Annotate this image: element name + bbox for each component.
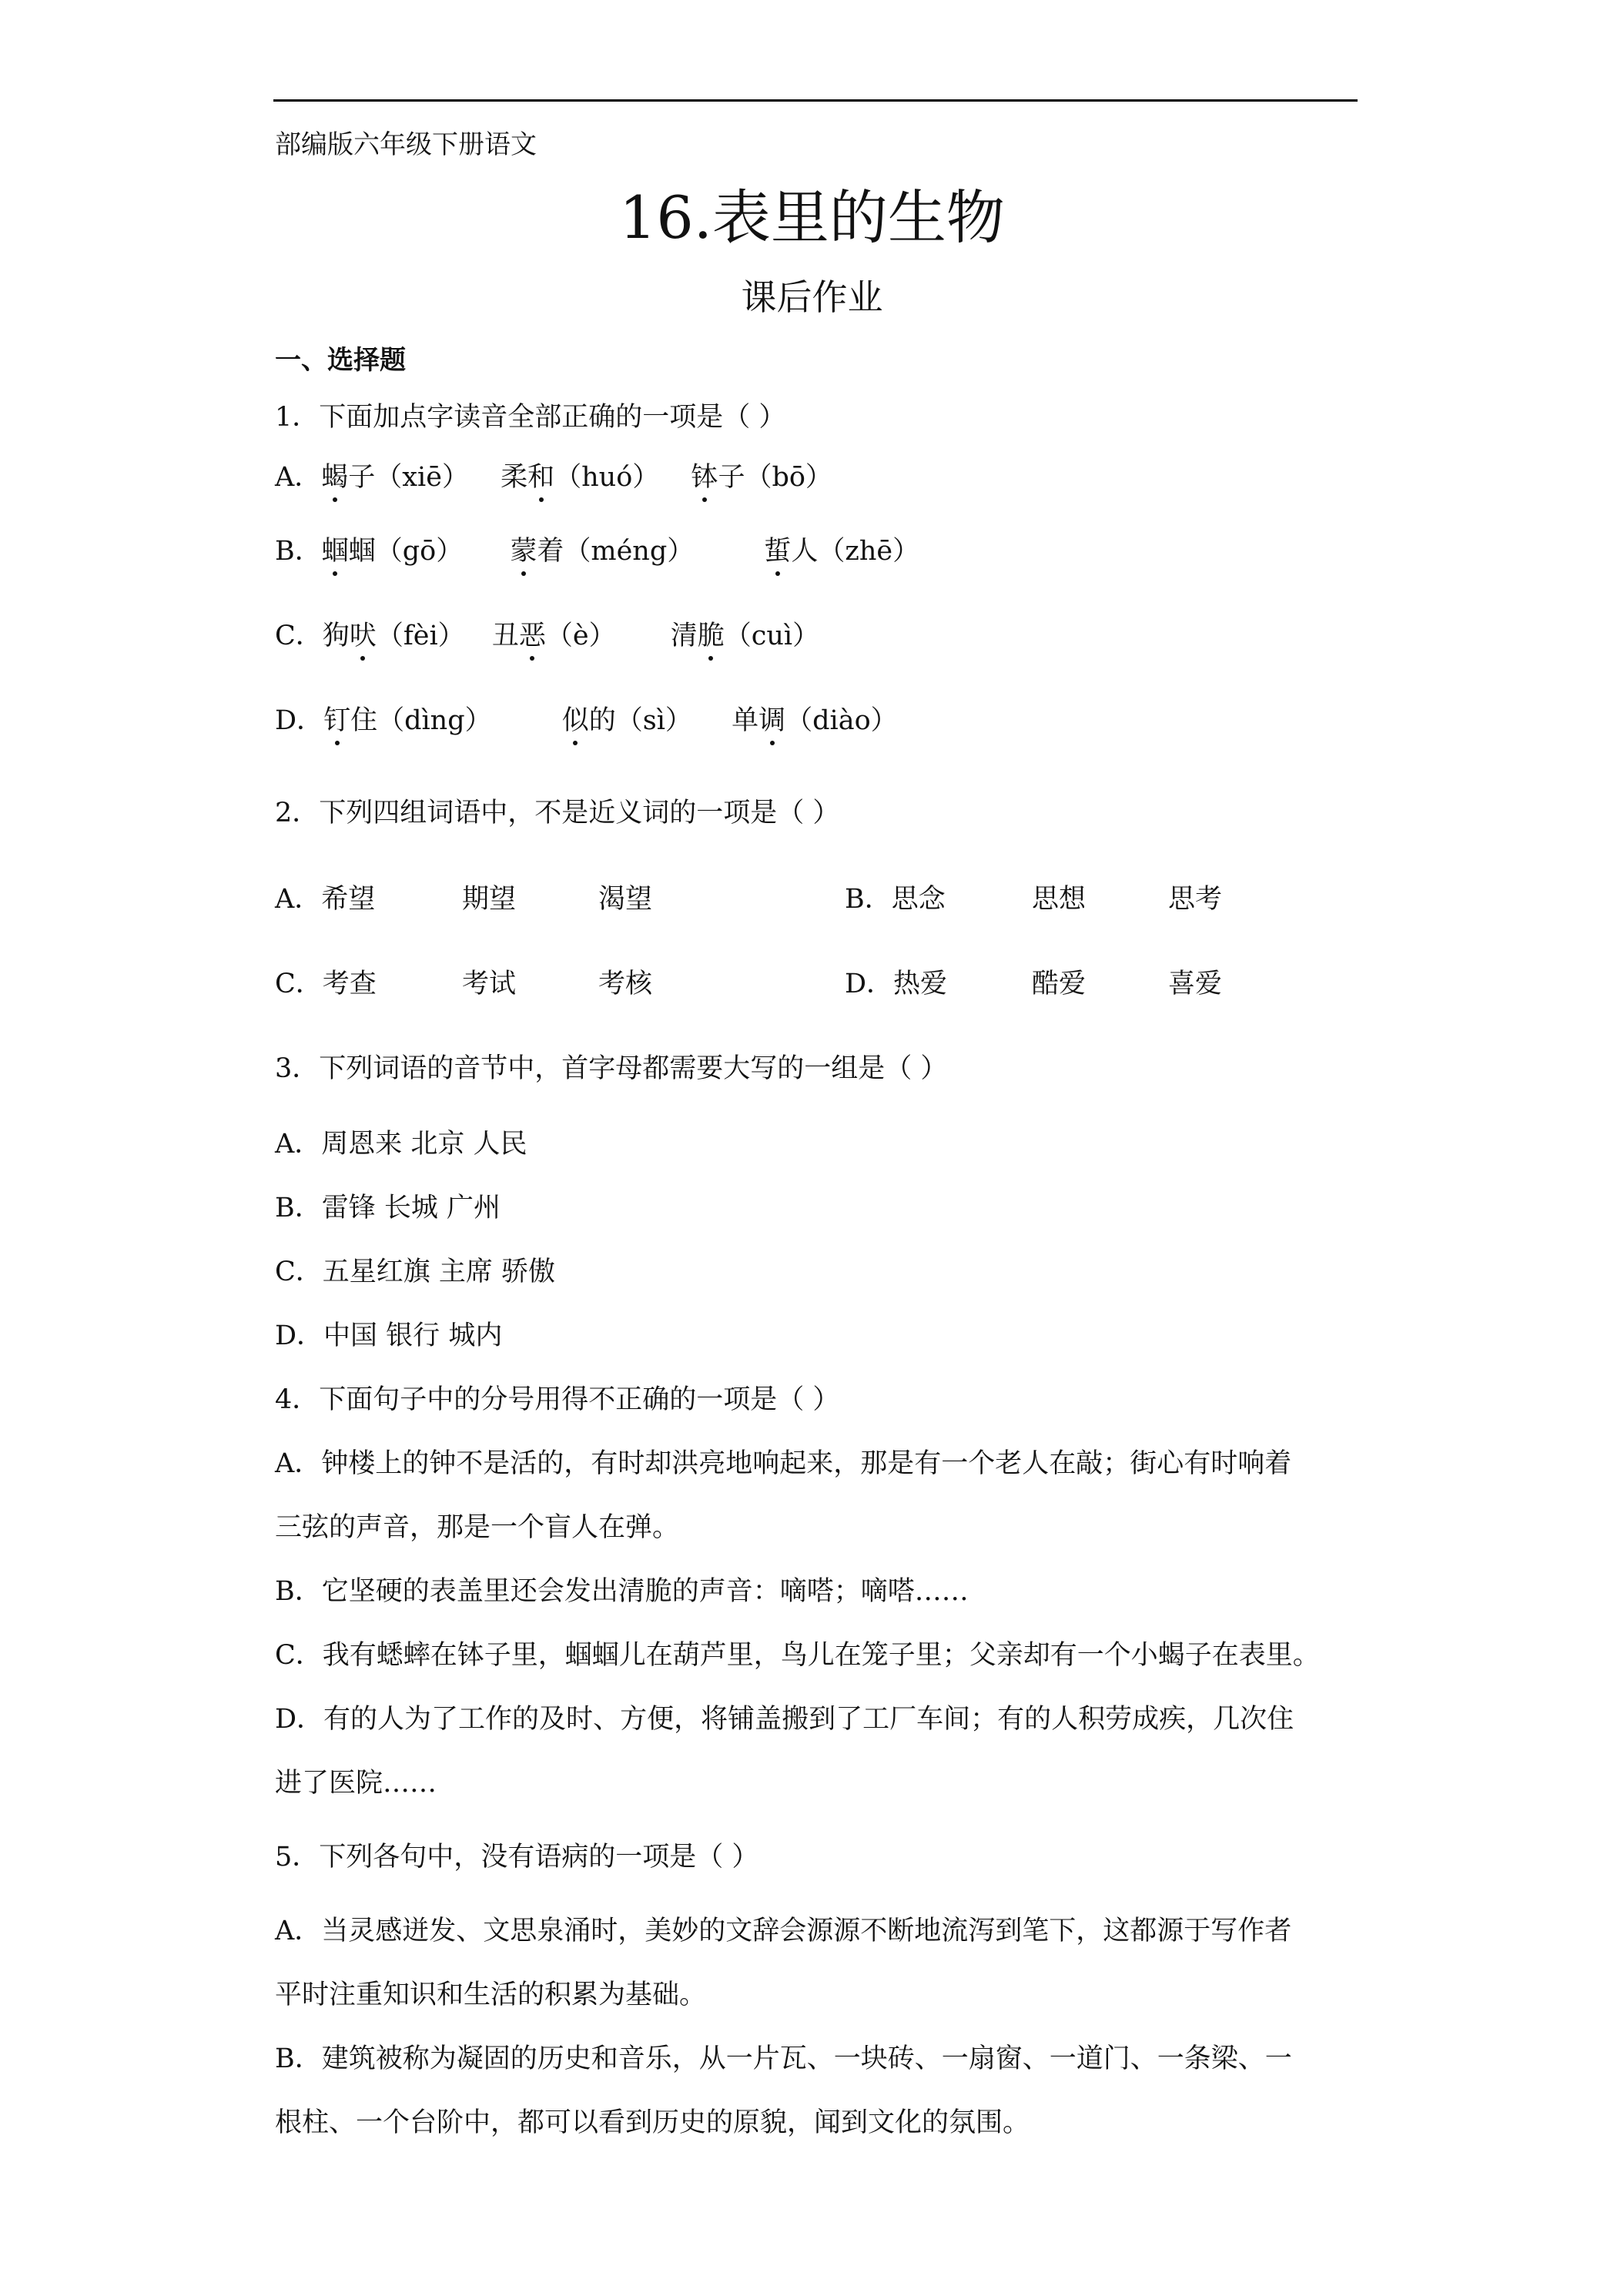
lesson-title: 16.表里的生物	[619, 183, 1005, 252]
q4-option-b: B．它坚硬的表盖里还会发出清脆的声音：嘀嗒；嘀嗒……	[275, 1576, 969, 1607]
q1-option-b: B．蝈蝈（gō） 蒙着（méng） 蜇人（zhē）	[275, 530, 919, 568]
q2-option-c: C．考查	[275, 969, 377, 999]
q5-option-b-cont: 根柱、一个台阶中，都可以看到历史的原貌，闻到文化的氛围。	[275, 2107, 1030, 2138]
header-rule	[273, 99, 1358, 102]
q5-option-a-cont: 平时注重知识和生活的积累为基础。	[275, 1980, 707, 2010]
dotted-char: 和	[527, 456, 554, 494]
dotted-char: 吠	[350, 614, 377, 653]
q2-option-d-word: 喜爱	[1168, 969, 1223, 999]
q2-option-b: B．思念	[845, 884, 946, 915]
q4-option-a: A．钟楼上的钟不是活的，有时却洪亮地响起来，那是有一个老人在敲；街心有时响着	[275, 1448, 1292, 1479]
q3-option-c: C．五星红旗 主席 骄傲	[275, 1257, 556, 1287]
q5-stem: 5．下列各句中，没有语病的一项是（ ）	[275, 1842, 759, 1873]
dotted-char: 调	[758, 699, 785, 738]
q4-stem: 4．下面句子中的分号用得不正确的一项是（ ）	[275, 1384, 840, 1415]
dotted-char: 脆	[698, 614, 725, 653]
option-label: A．	[275, 462, 322, 493]
q4-option-a-cont: 三弦的声音，那是一个盲人在弹。	[275, 1512, 680, 1543]
q3-option-b: B．雷锋 长城 广州	[275, 1193, 501, 1223]
q4-option-d: D．有的人为了工作的及时、方便，将铺盖搬到了工厂车间；有的人积劳成疾，几次住	[275, 1704, 1294, 1735]
q1-option-d: D．钉住（dìng） 似的（sì） 单调（diào）	[275, 699, 898, 738]
option-label: B．	[275, 536, 322, 567]
q1-stem: 1．下面加点字读音全部正确的一项是（ ）	[275, 402, 786, 433]
q3-stem: 3．下列词语的音节中，首字母都需要大写的一组是（ ）	[275, 1053, 948, 1084]
option-label: C．	[275, 621, 323, 651]
q2-option-a: A．希望	[275, 884, 376, 915]
dotted-char: 蜇	[764, 530, 791, 568]
dotted-char: 蝈	[322, 530, 349, 568]
q4-option-d-cont: 进了医院……	[275, 1768, 437, 1799]
q1-option-c: C．狗吠（fèi） 丑恶（è） 清脆（cuì）	[275, 614, 819, 653]
section-heading: 一、选择题	[275, 345, 406, 376]
dotted-char: 蝎	[321, 456, 348, 494]
q2-option-c-word: 考试	[462, 969, 517, 999]
dotted-char: 恶	[519, 614, 546, 653]
q1-option-a: A．蝎子（xiē） 柔和（huó） 钵子（bō）	[275, 456, 832, 494]
q5-option-a: A．当灵感迸发、文思泉涌时，美妙的文辞会源源不断地流泻到笔下，这都源于写作者	[275, 1916, 1292, 1946]
document-header: 部编版六年级下册语文	[275, 129, 537, 160]
q2-option-b-word: 思考	[1168, 884, 1223, 915]
q2-option-d-word: 酷爱	[1032, 969, 1087, 999]
q2-stem: 2．下列四组词语中，不是近义词的一项是（ ）	[275, 798, 840, 828]
q2-option-c-word: 考核	[598, 969, 653, 999]
option-label: D．	[275, 705, 324, 736]
dotted-char: 钵	[691, 456, 718, 494]
q2-option-a-word: 渴望	[598, 884, 653, 915]
dotted-char: 似	[562, 699, 589, 738]
q4-option-c: C．我有蟋蟀在钵子里，蝈蝈儿在葫芦里，鸟儿在笼子里；父亲却有一个小蝎子在表里。	[275, 1640, 1320, 1671]
dotted-char: 钉	[323, 699, 350, 738]
q3-option-d: D．中国 银行 城内	[275, 1320, 503, 1351]
q2-option-b-word: 思想	[1032, 884, 1087, 915]
q2-option-d: D．热爱	[845, 969, 948, 999]
q3-option-a: A．周恩来 北京 人民	[275, 1129, 527, 1160]
q2-option-a-word: 期望	[462, 884, 517, 915]
lesson-subtitle: 课后作业	[741, 276, 883, 318]
dotted-char: 蒙	[510, 530, 537, 568]
q5-option-b: B．建筑被称为凝固的历史和音乐，从一片瓦、一块砖、一扇窗、一道门、一条梁、一	[275, 2043, 1292, 2074]
